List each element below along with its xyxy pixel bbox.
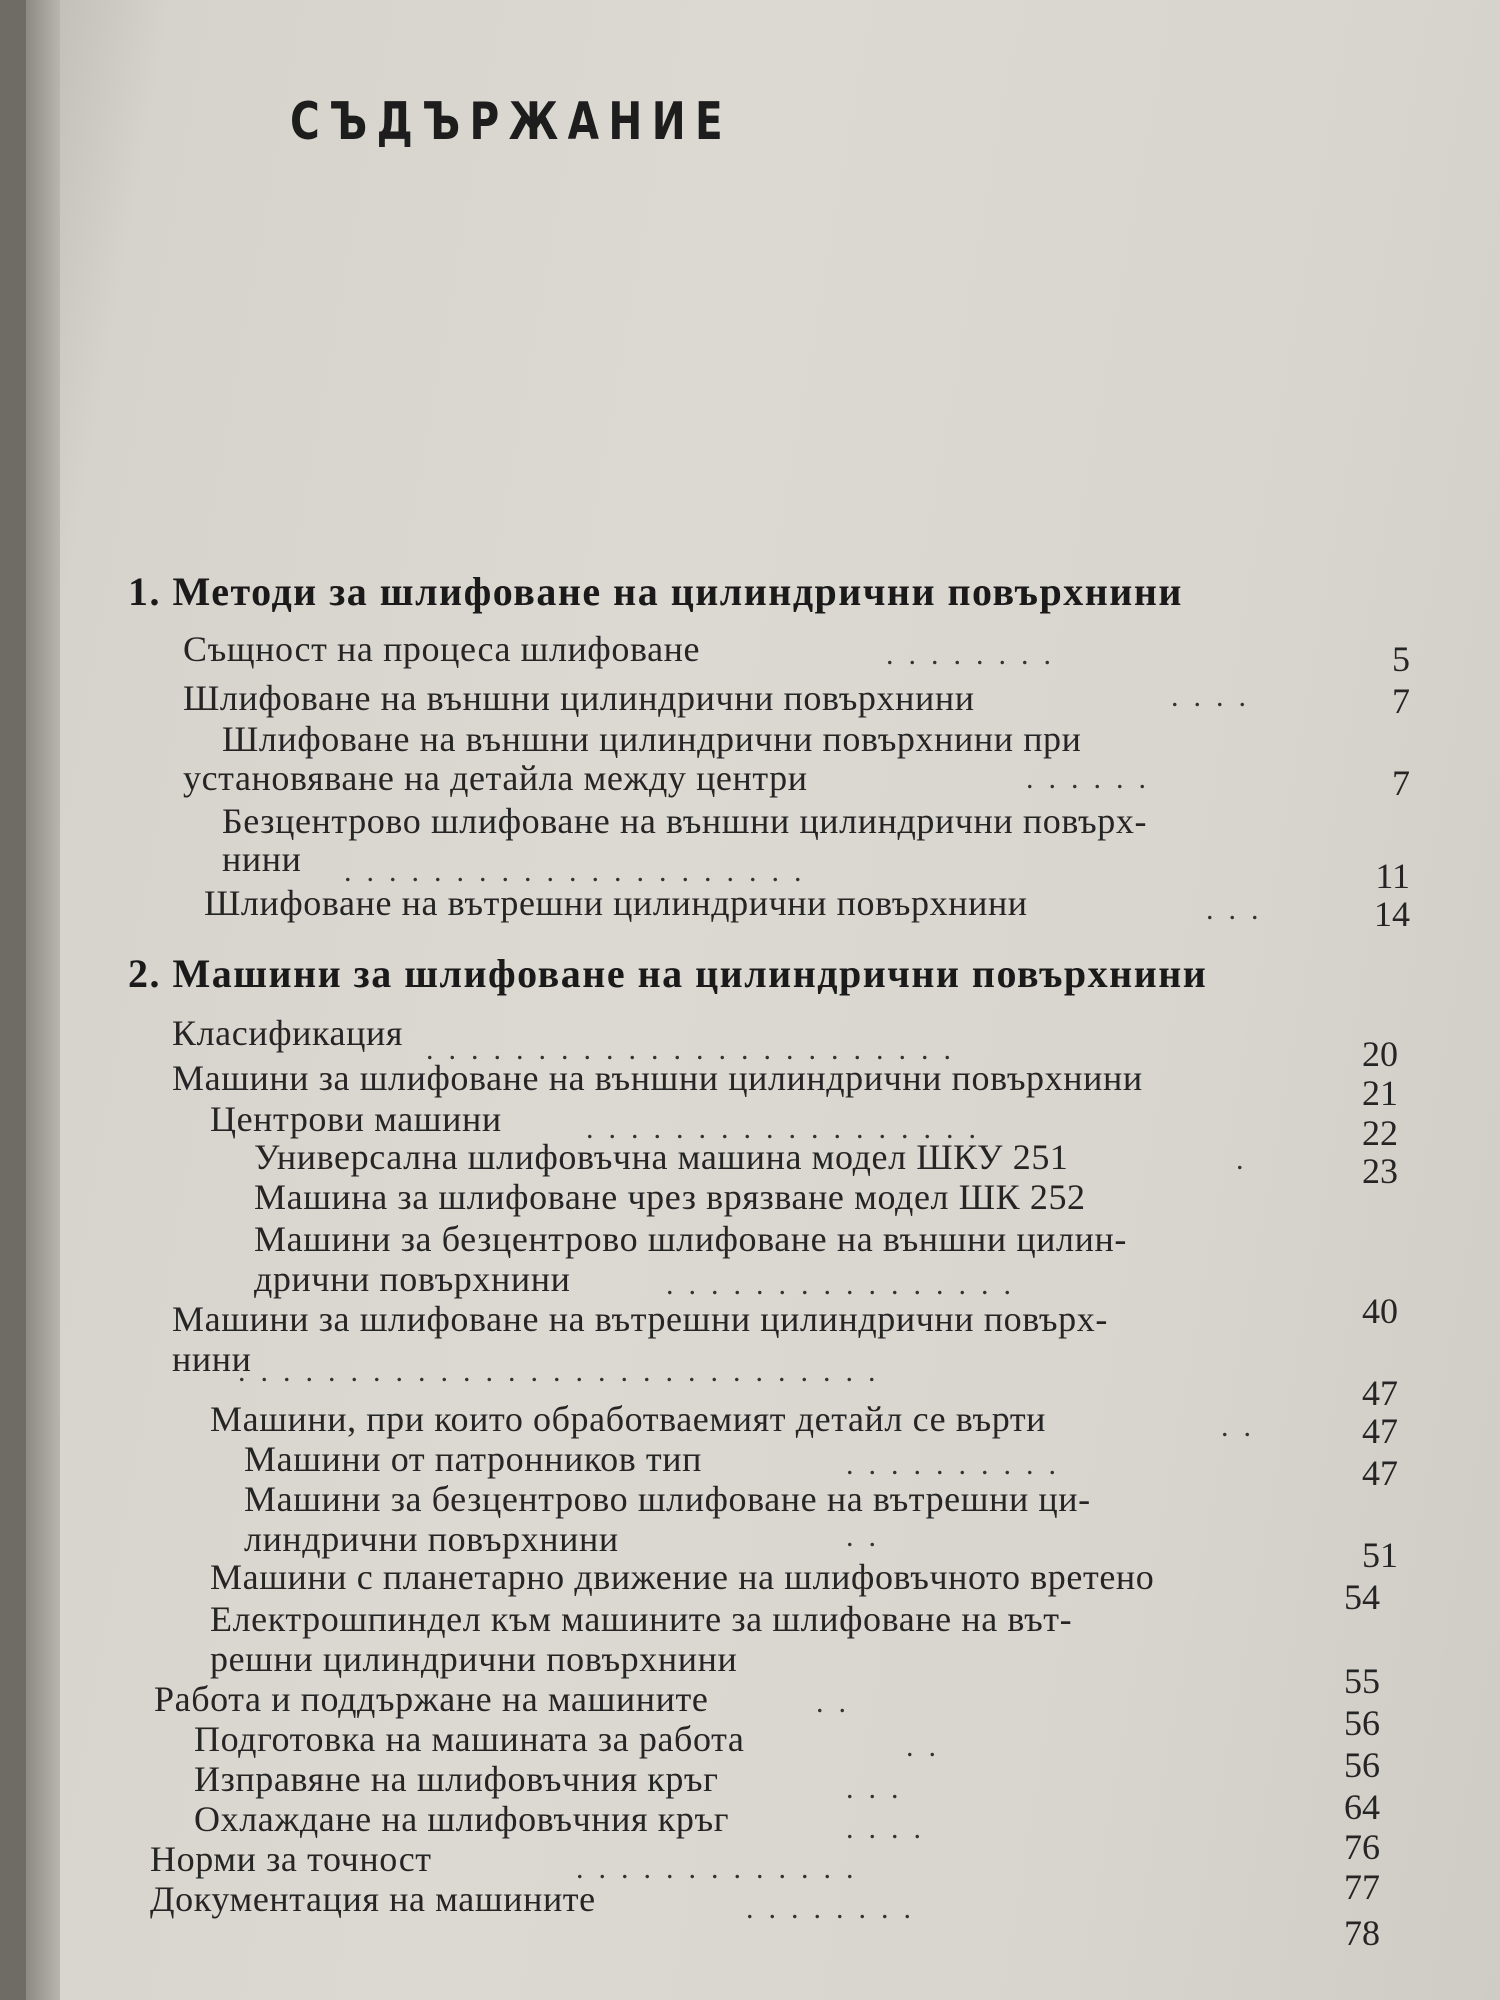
dot-leader: ..................... (344, 855, 817, 888)
toc-page-number: 76 (1344, 1827, 1380, 1867)
toc-entry-line: Документация на машините (150, 1879, 596, 1919)
toc-entry-line: Същност на процеса шлифоване (183, 629, 701, 669)
dot-leader: .. (1221, 1410, 1266, 1443)
dot-leader: .... (1171, 680, 1261, 713)
dot-leader: ........ (746, 1892, 926, 1925)
dot-leader: ............. (576, 1852, 869, 1885)
toc-entry-line: Машини за шлифоване на вътрешни цилиндрични повърх- (172, 1299, 1108, 1339)
dot-leader: ...... (1026, 762, 1161, 795)
toc-entry-line: дрични повърхнини (254, 1259, 571, 1299)
dot-leader: .................. (586, 1112, 991, 1145)
toc-entry-line: Норми за точност (150, 1839, 432, 1879)
toc-page-number: 51 (1362, 1535, 1398, 1575)
toc-page-number: 78 (1344, 1913, 1380, 1953)
page-title: СЪДЪРЖАНИЕ (290, 92, 733, 152)
dot-leader: .. (906, 1730, 951, 1763)
toc-page-number: 56 (1344, 1703, 1380, 1743)
toc-entry-line: установяване на детайла между центри (183, 758, 808, 798)
toc-entry-line: Работа и поддържане на машините (154, 1679, 709, 1719)
toc-page-number: 47 (1362, 1373, 1398, 1413)
toc-entry-line: Класификация (172, 1013, 404, 1053)
dot-leader: .... (846, 1812, 936, 1845)
dot-leader: ........................ (426, 1033, 966, 1066)
toc-page-number: 22 (1362, 1113, 1398, 1153)
toc-entry-line: Универсална шлифовъчна машина модел ШКУ 251 (254, 1137, 1069, 1177)
dot-leader: ........ (886, 638, 1066, 671)
dot-leader: ............................. (238, 1355, 891, 1388)
toc-entry-line: Изправяне на шлифовъчния кръг (194, 1759, 719, 1799)
dot-leader: .. (846, 1520, 891, 1553)
toc-entry-line: Машини за шлифоване на външни цилиндрични повърхнини (172, 1058, 1143, 1098)
toc-page-number: 7 (1392, 763, 1410, 803)
toc-page-number: 56 (1344, 1745, 1380, 1785)
toc-entry-line: Подготовка на машината за работа (194, 1719, 745, 1759)
toc-entry-line: Машини от патронников тип (244, 1439, 702, 1479)
toc-page-number: 77 (1344, 1867, 1380, 1907)
section-2-heading: 2. Машини за шлифоване на цилиндрични повърхнини (128, 951, 1208, 996)
toc-entry-line: линдрични повърхнини (244, 1519, 619, 1559)
toc-page-number: 7 (1392, 681, 1410, 721)
toc-page-number: 21 (1362, 1073, 1398, 1113)
toc-page-number: 47 (1362, 1453, 1398, 1493)
toc-page-number: 64 (1344, 1787, 1380, 1827)
dot-leader: . (1236, 1143, 1259, 1176)
toc-entry-line: Машини за безцентрово шлифоване на вътрешни ци- (244, 1479, 1091, 1519)
toc-entry-line: Машини с планетарно движение на шлифовъчното вретено (210, 1557, 1155, 1597)
book-page (26, 0, 1500, 2000)
toc-entry-line: Центрови машини (210, 1099, 502, 1139)
toc-entry-line: нини (222, 839, 302, 879)
toc-entry-line: нини (172, 1339, 252, 1379)
dot-leader: ... (846, 1772, 914, 1805)
toc-page-number: 11 (1375, 856, 1410, 896)
toc-page-number: 14 (1374, 894, 1410, 934)
toc-page-number: 47 (1362, 1411, 1398, 1451)
toc-entry-line: Шлифоване на външни цилиндрични повърхнини (183, 678, 975, 718)
toc-entry-line: Машина за шлифоване чрез врязване модел ШК 252 (254, 1177, 1086, 1217)
section-1-heading: 1. Методи за шлифоване на цилиндрични повърхнини (128, 569, 1183, 614)
toc-entry-line: Шлифоване на външни цилиндрични повърхнини при (222, 719, 1082, 759)
toc-page-number: 20 (1362, 1034, 1398, 1074)
dot-leader: ... (1206, 893, 1274, 926)
toc-entry-line: Машини за безцентрово шлифоване на външни цилин- (254, 1219, 1127, 1259)
toc-entry-line: Шлифоване на вътрешни цилиндрични повърхнини (204, 883, 1028, 923)
toc-page-number: 54 (1344, 1577, 1380, 1617)
toc-page-number: 5 (1392, 639, 1410, 679)
page-edge-shadow (26, 0, 60, 2000)
dot-leader: .......... (846, 1448, 1071, 1481)
toc-page-number: 23 (1362, 1151, 1398, 1191)
dot-leader: .. (816, 1686, 861, 1719)
toc-entry-line: решни цилиндрични повърхнини (210, 1639, 738, 1679)
toc-entry-line: Електрошпиндел към машините за шлифоване на вът- (210, 1599, 1073, 1639)
dot-leader: ................ (666, 1268, 1026, 1301)
toc-entry-line: Безцентрово шлифоване на външни цилиндрични повърх- (222, 801, 1148, 841)
toc-entry-line: Охлаждане на шлифовъчния кръг (194, 1799, 730, 1839)
toc-page-number: 40 (1362, 1291, 1398, 1331)
toc-entry-line: Машини, при които обработваемият детайл се върти (210, 1399, 1047, 1439)
toc-page-number: 55 (1344, 1661, 1380, 1701)
